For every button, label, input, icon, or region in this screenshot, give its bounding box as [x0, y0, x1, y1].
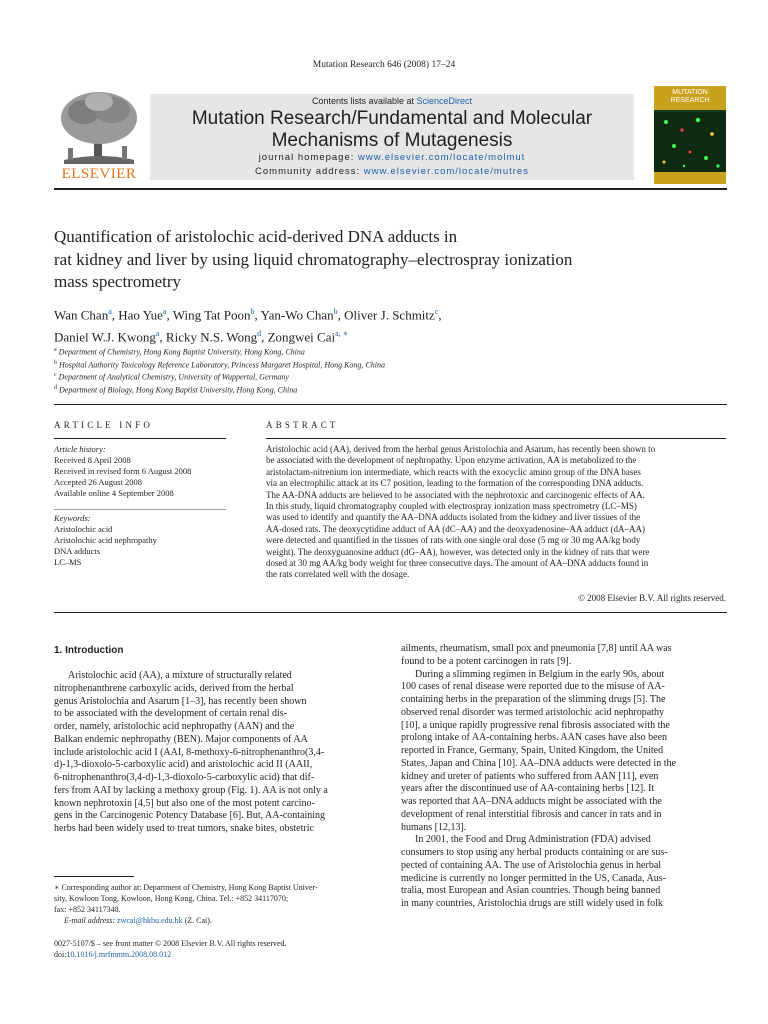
- email-suffix: (Z. Cai).: [182, 916, 212, 925]
- abstract-top-rule: [266, 438, 726, 439]
- affiliation-mark: a: [54, 347, 57, 353]
- history-label: Article history:: [54, 444, 106, 454]
- author-separator: ,: [261, 329, 268, 345]
- body-line: prolong intake of AA-containing herbs. AAN cases have also been: [401, 732, 668, 744]
- keyword-item: DNA adducts: [54, 546, 101, 556]
- affiliation-item: [54, 370, 554, 383]
- issn-line: 0027-5107/$ – see front matter © 2008 Elsevier B.V. All rights reserved.: [54, 939, 287, 948]
- body-line: development of renal interstitial fibrosis and cancer in rats and in: [401, 808, 662, 820]
- body-line: order, namely, aristolochic acid nephropathy (AAN) and the: [54, 721, 295, 732]
- body-line: [10], a unique rapidly progressive renal fibrosis associated with the: [401, 719, 670, 731]
- history-item: Received in revised form 6 August 2008: [54, 466, 192, 476]
- body-line: During a slimming regimen in Belgium in the early 90s, about: [415, 668, 665, 680]
- homepage-link[interactable]: www.elsevier.com/locate/molmut: [358, 152, 526, 163]
- body-line: 100 cases of renal disease were reported due to the misuse of AA-: [401, 681, 665, 693]
- journal-title-line-1: Mutation Research/Fundamental and Molecular: [191, 108, 593, 129]
- author-name[interactable]: Oliver J. Schmitz: [344, 307, 435, 323]
- affiliation-item: [54, 383, 554, 396]
- body-line: States, Japan and China [10]. AA–DNA adducts were detected in the: [401, 757, 676, 769]
- abstract-heading: ABSTRACT: [266, 420, 339, 430]
- body-line: nitrophenanthrene carboxylic acids, derived from the herbal: [54, 682, 294, 694]
- body-line: to be associated with the development of certain renal dis-: [54, 708, 287, 720]
- footnote-line: sity, Kowloon Tong, Kowloon, Hong Kong, China. Tel.: +852 34117070;: [54, 894, 289, 903]
- author-affiliation-mark[interactable]: a: [155, 329, 160, 339]
- article-title-line-2: rat kidney and liver by using liquid chromatography–electrospray ionization: [54, 249, 573, 269]
- author-name[interactable]: Wan Chan: [54, 307, 109, 323]
- abstract-body: [266, 444, 726, 581]
- introduction-heading: 1. Introduction: [54, 645, 124, 656]
- body-line: Balkan endemic nephropathy (BEN). Major components of AA: [54, 733, 308, 745]
- author-name[interactable]: Wing Tat Poon: [172, 307, 251, 323]
- author-separator: ,: [254, 307, 261, 323]
- author-list: [54, 302, 704, 347]
- keyword-item: Aristolochic acid nephropathy: [54, 535, 157, 545]
- author-name[interactable]: Hao Yue: [118, 307, 163, 323]
- author-affiliation-mark[interactable]: b: [333, 307, 338, 316]
- publisher-logo-text: ELSEVIER: [61, 166, 137, 182]
- author-affiliation-mark[interactable]: a: [108, 307, 112, 316]
- masthead-rule: [54, 188, 727, 190]
- body-line: was reported that AA–DNA adducts might be associated with the: [401, 796, 662, 807]
- history-item: Accepted 26 August 2008: [54, 477, 143, 487]
- contents-line: [150, 96, 634, 106]
- footnote-rule: [54, 876, 134, 877]
- journal-reference: Mutation Research 646 (2008) 17–24: [312, 60, 456, 70]
- body-line: reported in France, Germany, Spain, United Kingdom, the United: [401, 745, 664, 756]
- body-line: herbs had been widely used to treat tumors, snake bites, obstetric: [54, 823, 314, 834]
- footnote-email-line: [54, 915, 379, 926]
- author-affiliation-mark[interactable]: d: [257, 329, 262, 339]
- corresponding-author-footnote: [54, 882, 379, 926]
- doi-label: doi:: [54, 950, 67, 959]
- affiliation-item: [54, 345, 554, 358]
- author-separator: ,: [166, 307, 173, 323]
- abstract-line: via an electrophilic attack at its C7 position, leading to the formation of the corresponding DNA adducts.: [266, 478, 644, 489]
- body-line: d)-1,3-dioxolo-5-carboxylic acid) and aristolochic acid II (AAII,: [54, 759, 313, 771]
- email-link[interactable]: zwcai@hkbu.edu.hk: [117, 916, 183, 925]
- author-affiliation-mark[interactable]: a, ∗: [335, 329, 349, 339]
- abstract-line: be associated with the development of nephropathy. Upon enzyme activation, AA is metabolized to the: [266, 455, 637, 466]
- body-line: include aristolochic acid I (AAI, 8-methoxy-6-nitrophenanthro(3,4-: [54, 746, 325, 758]
- keyword-list: [54, 513, 234, 568]
- body-line: found to be a potent carcinogen in rats [9].: [401, 655, 572, 667]
- email-label: E-mail address:: [64, 916, 118, 925]
- author-name[interactable]: Ricky N.S. Wong: [165, 329, 258, 345]
- article-info-rule: [54, 438, 226, 439]
- author-affiliation-mark[interactable]: b: [250, 307, 255, 316]
- history-item: Available online 4 September 2008: [54, 488, 174, 498]
- body-line: gens in the Carcinogenic Potency Database [6]. But, AA-containing: [54, 810, 326, 822]
- community-address: [150, 166, 634, 177]
- keywords-label: Keywords:: [54, 513, 91, 523]
- affiliation-text: Department of Chemistry, Hong Kong Baptist University, Hong Kong, China: [58, 347, 305, 357]
- article-history: [54, 444, 234, 499]
- journal-homepage: [150, 152, 634, 163]
- body-line: fers from AAI by lacking a methoxy group (Fig. 1). AA is not only a: [54, 784, 328, 796]
- footnote-line: ∗ Corresponding author at: Department of Chemistry, Hong Kong Baptist Univer-: [54, 883, 318, 892]
- abstract-line: aristolactam-nitrenium ion intermediate, which reacts with the exocyclic amino group of the DNA bases: [266, 466, 641, 477]
- affiliation-text: Hospital Authority Toxicology Reference Laboratory, Princess Margaret Hospital, Hong Kong, China: [59, 360, 385, 370]
- contents-prefix: Contents lists available at: [311, 96, 417, 106]
- body-line: medicine is currently no longer permitted in the US, Canada, Aus-: [401, 872, 666, 884]
- body-line: Aristolochic acid (AA), a mixture of structurally related: [68, 670, 292, 681]
- author-name[interactable]: Yan-Wo Chan: [260, 307, 334, 323]
- abstract-line: The AA-DNA adducts are believed to be associated with the nephrotoxic and carcinogenic effects of AA.: [266, 489, 645, 500]
- keyword-item: Aristolochic acid: [54, 524, 113, 534]
- introduction-right-column: [401, 643, 726, 911]
- affiliations: [54, 345, 554, 396]
- author-separator: ,: [159, 329, 166, 345]
- abstract-line: dosed at 30 mg AA/kg body weight for three consecutive days. The amount of AA–DNA adducts found in: [266, 558, 649, 569]
- abstract-line: In this study, liquid chromatography coupled with electrospray ionization mass spectrometry (LC–MS): [266, 501, 637, 512]
- abstract-line: Aristolochic acid (AA), derived from the herbal genus Aristolochia and Asarum, has recently been shown to: [266, 444, 656, 454]
- cover-microscopy-image: [654, 112, 726, 172]
- body-divider: [54, 612, 727, 613]
- affiliation-text: Department of Analytical Chemistry, University of Wuppertal, Germany: [58, 372, 289, 382]
- community-prefix: Community address:: [255, 166, 364, 177]
- author-separator: ,: [111, 307, 119, 323]
- cover-title-line-2: RESEARCH: [670, 97, 710, 104]
- keywords-rule: [54, 509, 226, 510]
- body-line: known nephrotoxin [4,5] but also one of the most potent carcino-: [54, 797, 315, 809]
- article-title: [54, 226, 694, 294]
- keyword-item: LC–MS: [54, 557, 82, 567]
- abstract-line: were detected and quantified in the tissues of rats with one single oral dose (5 mg or 30 mg AA/kg body: [266, 535, 641, 546]
- author-line-1: [54, 302, 704, 324]
- body-line: In 2001, the Food and Drug Administration (FDA) advised: [415, 834, 651, 846]
- body-line: tralia, most European and Asian countries. Though being banned: [401, 885, 661, 897]
- author-affiliation-mark[interactable]: a: [162, 307, 167, 316]
- body-line: kidney and ureter of patients who suffered from AAN [11], even: [401, 770, 659, 782]
- journal-masthead: [54, 86, 727, 188]
- body-line: ailments, rheumatism, small pox and pneumonia [7,8] until AA was: [401, 643, 672, 654]
- body-line: genus Aristolochia and Asarum [1–3], has recently been shown: [54, 695, 307, 707]
- community-link[interactable]: www.elsevier.com/locate/mutres: [363, 166, 529, 177]
- history-item: Received 8 April 2008: [54, 455, 131, 465]
- sciencedirect-link[interactable]: ScienceDirect: [416, 96, 473, 106]
- journal-title-line-2: Mechanisms of Mutagenesis: [271, 130, 513, 151]
- affiliation-text: Department of Biology, Hong Kong Baptist University, Hong Kong, China: [59, 385, 298, 395]
- affiliation-mark: d: [54, 384, 57, 391]
- body-line: in many countries, Aristolochia drugs are still widely used in folk: [401, 898, 663, 909]
- body-line: observed renal disorder was termed aristolochic acid nephropathy: [401, 706, 664, 718]
- abstract-line: weight). The deoxyguanosine adduct (dG–AA), however, was detected only in the kidney of rats that were: [266, 546, 650, 557]
- journal-title: [150, 108, 634, 152]
- cover-title-line-1: MUTATION: [672, 89, 708, 96]
- article-title-line-1: Quantification of aristolochic acid-derived DNA adducts in: [54, 227, 458, 246]
- homepage-prefix: journal homepage:: [258, 152, 359, 163]
- author-separator: ,: [337, 307, 345, 323]
- author-affiliation-mark[interactable]: c: [434, 307, 439, 316]
- body-line: pected of containing AA. The use of Aristolochia genus in herbal: [401, 859, 662, 871]
- doi-line: [54, 949, 379, 960]
- abstract-copyright: © 2008 Elsevier B.V. All rights reserved.: [578, 593, 726, 603]
- author-name[interactable]: Zongwei Cai: [267, 329, 336, 345]
- body-line: years after the discontinued use of AA-containing herbs [12]. It: [401, 783, 655, 795]
- masthead-banner: [150, 94, 634, 180]
- abstract-line: the rats correlated well with the dosage.: [266, 569, 410, 580]
- affiliation-mark: c: [54, 372, 57, 379]
- front-matter: [54, 938, 379, 960]
- author-separator: ,: [438, 307, 442, 323]
- affiliation-mark: b: [54, 359, 57, 366]
- author-line-2: [54, 324, 704, 346]
- author-name[interactable]: Daniel W.J. Kwong: [54, 329, 156, 345]
- body-line: humans [12,13].: [401, 821, 467, 833]
- footnote-line: fax: +852 34117348.: [54, 905, 121, 914]
- abstract-line: AA-dosed rats. The deoxycytidine adduct of AA (dC–AA) and the deoxyadenosine–AA adduct (dA–AA): [266, 523, 645, 534]
- body-line: consumers to stop using any herbal products containing or are sus-: [401, 847, 668, 858]
- abstract-line: was used to identify and quantify the AA–DNA adducts isolated from the kidney and liver tissues of the: [266, 512, 641, 523]
- article-title-line-3: mass spectrometry: [54, 272, 181, 291]
- article-info-heading: ARTICLE INFO: [54, 420, 154, 430]
- body-line: 6-nitrophenanthro(3,4-d)-1,3-dioxolo-5-carboxylic acid) that dif-: [54, 772, 315, 783]
- section-divider: [54, 404, 727, 405]
- body-line: containing herbs in the preparation of the slimming drugs [5]. The: [401, 694, 666, 705]
- affiliation-item: [54, 358, 554, 371]
- doi-link[interactable]: 10.1016/j.mrfmmm.2008.08.012: [66, 950, 172, 959]
- introduction-left-column: [54, 670, 379, 836]
- journal-cover-image: [654, 86, 726, 184]
